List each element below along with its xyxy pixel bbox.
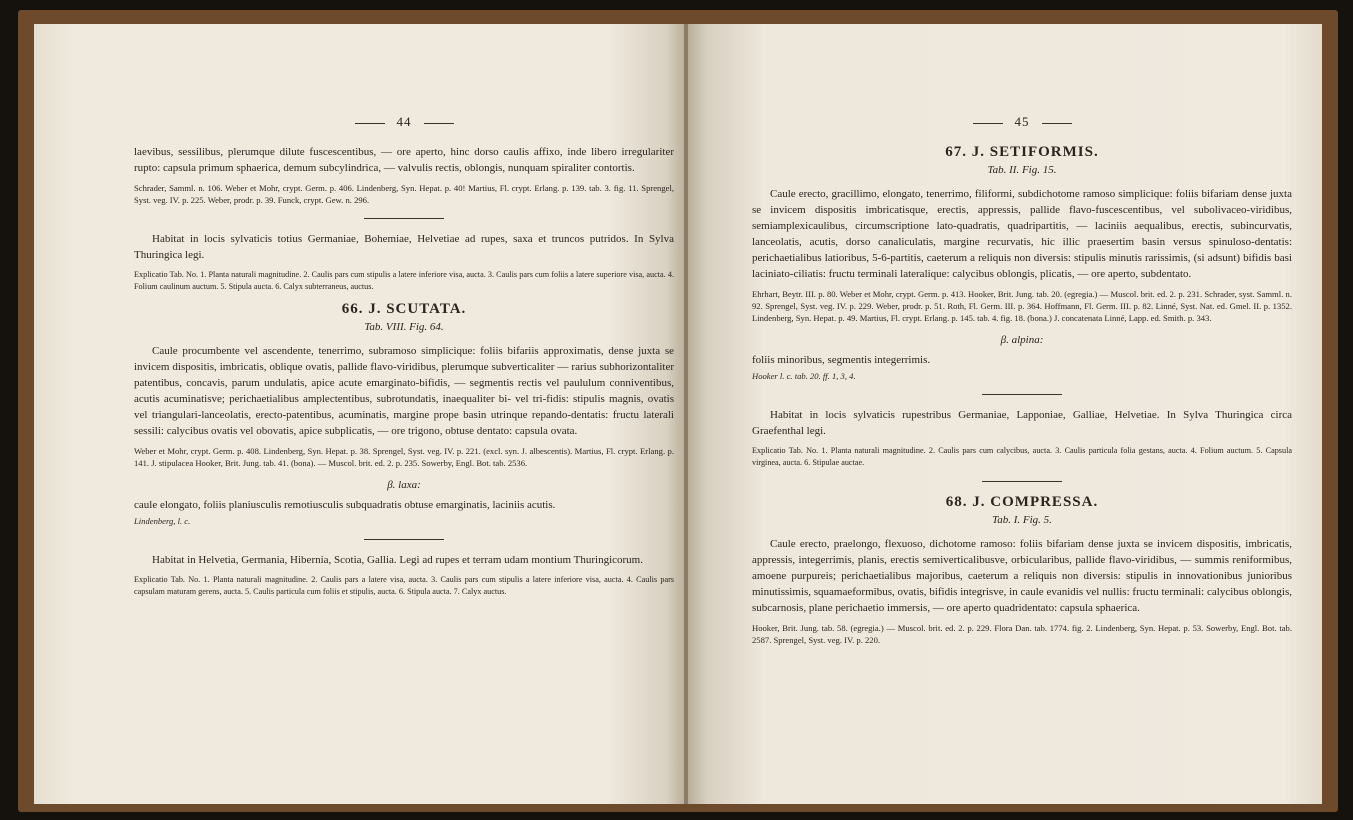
right-paragraph-1: Caule erecto, gracillimo, elongato, tenerrimo, filiformi, subdichotome ramoso simplicique: foliis bifariam dense juxta se invicem dispositis imbricatisque, erectis, appressis, pallide flavo-fuscescentibus, vel subolivaceo-viridibus, semiamplexicaulibus, circumscriptione lato-quadratis, quadripartitis, — laciniis aequalibus, erectis, subincurvatis, lanceolatis, acutis, dorso canaliculatis, margine recurvatis, hic illic praesertim basin versus spinuloso-dentatis: perichaetialibus latioribus, 5-6-partitis, caeterum a reliquis non diversis: stipulis minutis rarissimis, (si adsunt) bifidis basi laciniato-ciliatis: fructu terminali lateralique: calycibus oblongis, plicatis, — ore aperto, subdentato.: [752, 188, 1292, 280]
left-habitat-1: Habitat in locis sylvaticis totius Germaniae, Bohemiae, Helvetiae ad rupes, saxa et truncos putridos. In Sylva Thuringica legi.: [134, 233, 674, 261]
species-66-title: 66. J. SCUTATA.: [341, 301, 467, 317]
right-explicatio-1: Explicatio Tab. No. 1. Planta naturali magnitudine. 2. Caulis pars cum calycibus, aucta. 3. Caulis particula folia gestans, aucta. 4. Folium auctum. 5. Capsula virginea, aucta. 6. Stipulae auctae.: [752, 446, 1292, 467]
left-page-number: 44: [134, 114, 674, 130]
right-habitat-1: Habitat in locis sylvaticis rupestribus Germaniae, Lapponiae, Galliae, Helvetiae. In Sylva Thuringica circa Graefenthal legi.: [752, 409, 1292, 437]
left-variety-text: caule elongato, foliis planiusculis remotiusculis subquadratis obtuse emarginatis, laciniis acutis.: [134, 499, 556, 511]
divider: [364, 218, 444, 219]
left-paragraph-2: Caule procumbente vel ascendente, tenerrimo, subramoso simplicique: foliis bifariis approximatis, dense juxta se invicem dispositis, imbricatis, oblique ovatis, pallide flavo-viridibus, plerumque subverticaliter — rarius subhorizontaliter patentibus, concavis, parum undulatis, apice acute emarginato-bifidis, — segmentis rectis vel paululum conniventibus, acutis acuminatisve; perichaetialibus amplectentibus, subrotundatis, inaequaliter bi- vel tri-fidis: stipulis magnis, ovatis vel triangulari-lanceolatis, erecto-patentibus, acuminatis, margine prope basin utrinque repando-dentatis: fructu laterali sessili: calycibus ovatis vel obovatis, apice subplicatis, — ore trigono, obtuse dentato: capsula ovata.: [134, 345, 674, 437]
left-paragraph-1: laevibus, sessilibus, plerumque dilute fuscescentibus, — ore aperto, hinc dorso caulis affixo, inde libero irregulariter rupto: capsula primum sphaerica, demum subcylindrica, — valvulis rectis, oblongis, nunquam spiraliter contortis.: [134, 146, 674, 174]
right-citation-2: Hooker, Brit. Jung. tab. 58. (egregia.) — Muscol. brit. ed. 2. p. 229. Flora Dan. tab. 1774. fig. 2. Lindenberg, Syn. Hepat. p. 53. Sowerby, Engl. Bot. tab. 2587. Sprengel, Syst. veg. IV. p. 220.: [752, 623, 1292, 645]
book: [18, 10, 1338, 812]
left-explicatio-2: Explicatio Tab. No. 1. Planta naturali magnitudine. 2. Caulis pars a latere visa, aucta. 3. Caulis pars cum stipulis a latere inferiore visa, aucta. 4. Caulis pars capsulam maturam gerens, aucta. 5. Caulis particula cum foliis et stipulis, aucta. 6. Stipula aucta. 7. Calyx auctus.: [134, 575, 674, 596]
divider: [364, 539, 444, 540]
species-68-plate: Tab. I. Fig. 5.: [992, 514, 1052, 526]
left-citation-1: Schrader, Samml. n. 106. Weber et Mohr, crypt. Germ. p. 406. Lindenberg, Syn. Hepat. p. 40! Martius, Fl. crypt. Erlang. p. 139. tab. 3. fig. 11. Sprengel, Syst. veg. IV. p. 225. Weber, prodr. p. 39. Funck, crypt. Gew. n. 296.: [134, 183, 674, 205]
right-variety-text: foliis minoribus, segmentis integerrimis.: [752, 354, 931, 366]
divider: [982, 394, 1062, 395]
left-citation-2: Weber et Mohr, crypt. Germ. p. 408. Lindenberg, Syn. Hepat. p. 38. Sprengel, Syst. veg. IV. p. 221. (excl. syn. J. albescentis). Martius, Fl. crypt. Erlang. p. 141. J. stipulacea Hooker, Brit. Jung. tab. 41. (bona). — Muscol. brit. ed. 2. p. 235. Sowerby, Engl. Bot. tab. 2536.: [134, 446, 674, 468]
species-67-plate: Tab. II. Fig. 15.: [987, 164, 1057, 176]
left-page: [34, 24, 686, 804]
right-page-content: [752, 114, 1292, 654]
right-page-number: 45: [752, 114, 1292, 130]
right-variety-citation: Hooker l. c. tab. 20. ff. 1, 3, 4.: [752, 371, 856, 381]
right-paragraph-2: Caule erecto, praelongo, flexuoso, dichotome ramoso: foliis bifariam dense juxta se invicem dispositis, imbricatis, appressis, integerrimis, planis, erectis semiverticalibusve, orbicularibus, pallide flavo-viridibus, — summis reniformibus, amoene purpureis; perichaetialibus majoribus, caeterum a reliquis non diversis: stipulis in innovationibus junioribus minutissimis, squamaeformibus, ovatis, bifidis integrisve, in caule evanidis vel nullis: fructu terminali: calycibus oblongis, subcarnosis, plane perichaetio immersis, — ore aperto quadridentato: capsula sphaerica.: [752, 538, 1292, 614]
right-page: [688, 24, 1322, 804]
left-variety-label: β. laxa:: [387, 479, 421, 491]
left-explicatio-1: Explicatio Tab. No. 1. Planta naturali magnitudine. 2. Caulis pars cum stipulis a latere inferiore visa, aucta. 3. Caulis pars cum foliis a latere superiore visa, aucta. 4. Folium caulinum auctum. 5. Stipula aucta. 6. Calyx subterraneus, auctus.: [134, 270, 674, 291]
left-page-content: [134, 114, 674, 606]
species-67-title: 67. J. SETIFORMIS.: [945, 144, 1099, 160]
species-68-title: 68. J. COMPRESSA.: [945, 494, 1099, 510]
left-habitat-2: Habitat in Helvetia, Germania, Hibernia, Scotia, Gallia. Legi ad rupes et terram udam montium Thuringicorum.: [152, 554, 643, 566]
left-variety-citation: Lindenberg, l. c.: [134, 516, 191, 526]
divider: [982, 481, 1062, 482]
right-variety-label: β. alpina:: [1000, 334, 1044, 346]
right-citation-1: Ehrhart, Beytr. III. p. 80. Weber et Mohr, crypt. Germ. p. 413. Hooker, Brit. Jung. tab. 20. (egregia.) — Muscol. brit. ed. 2. p. 231. Schrader, syst. Samml. n. 92. Sprengel, Syst. veg. IV. p. 229. Weber, prodr. p. 51. Roth, Fl. Germ. III. p. 364. Hoffmann, Fl. Germ. III. p. 82. Linné, Syst. Nat. ed. Gmel. II. p. 1352. Lindenberg, Syn. Hepat. p. 49. Martius, Fl. crypt. Erlang. p. 145. tab. 4. fig. 18. (bona.) J. concatenata Linné, Lapp. ed. Smith. p. 343.: [752, 289, 1292, 323]
species-66-plate: Tab. VIII. Fig. 64.: [364, 321, 444, 333]
